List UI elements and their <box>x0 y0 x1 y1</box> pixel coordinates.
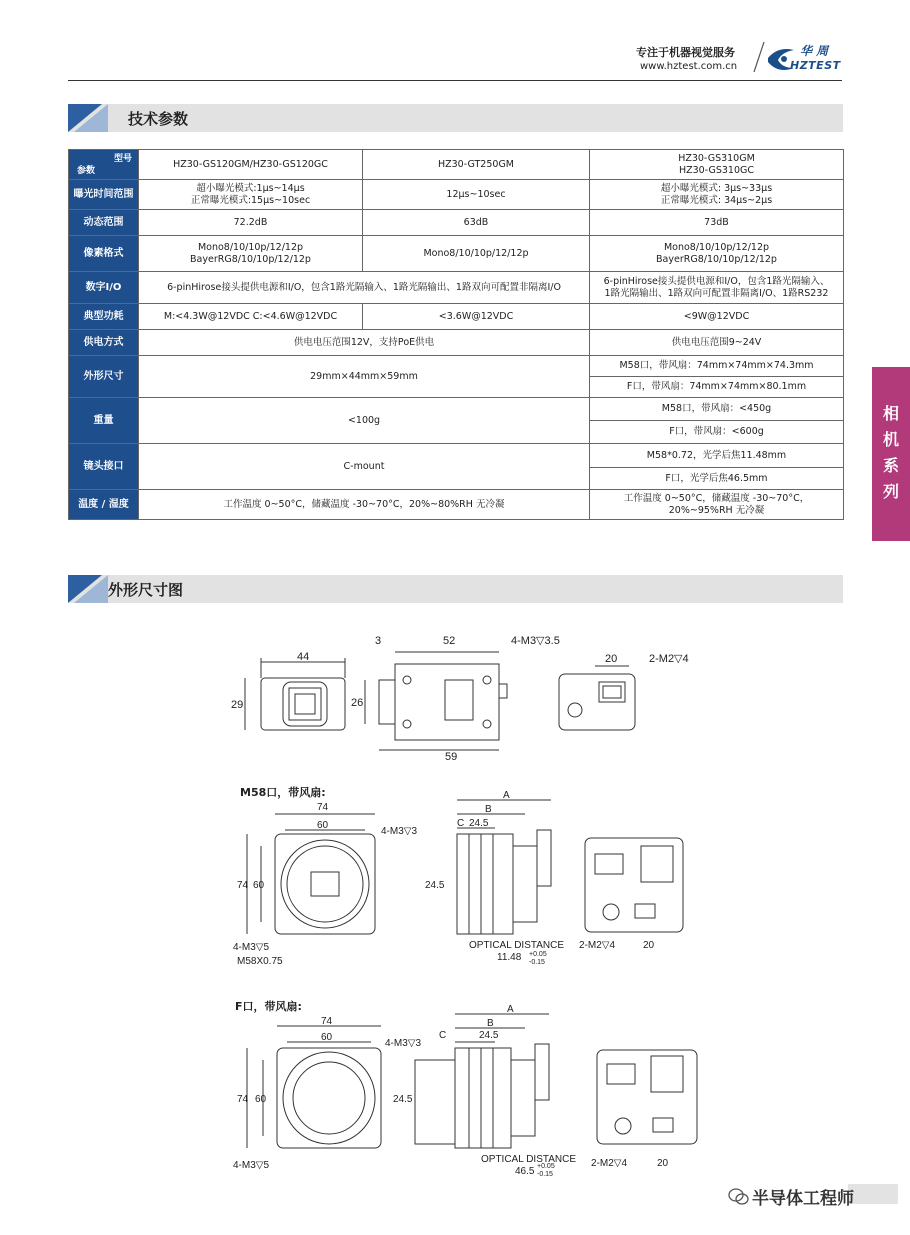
dim-44: 44 <box>297 651 310 663</box>
table-cell: 供电电压范围9~24V <box>590 330 844 356</box>
dim-B: B <box>485 804 492 815</box>
screw-label: 2-M2▽4 <box>591 1158 628 1169</box>
side-tab-char: 系 <box>882 456 899 475</box>
table-cell: 超小曝光模式:1μs~14μs 正常曝光模式:15μs~10sec <box>139 180 363 210</box>
watermark-text: 半导体工程师 <box>752 1189 854 1209</box>
dim-24-5-v: 24.5 <box>425 880 445 891</box>
row-label-supply: 供电方式 <box>69 330 139 356</box>
drawing-f-camera <box>225 1004 705 1180</box>
table-cell: <9W@12VDC <box>590 304 844 330</box>
table-cell: 6-pinHirose接头提供电源和I/O，包含1路光隔输入、 1路光隔输出、1路双向可配置非隔离I/O、1路RS232 <box>590 272 844 304</box>
optical-distance-value: 46.5 <box>515 1166 535 1177</box>
screw-label: 4-M3▽5 <box>233 942 270 953</box>
table-cell: 供电电压范围12V，支持PoE供电 <box>139 330 590 356</box>
table-cell: 72.2dB <box>139 210 363 236</box>
dim-74: 74 <box>321 1016 333 1027</box>
screw-label: 4-M3▽3 <box>385 1038 422 1049</box>
dim-60-v: 60 <box>253 880 265 891</box>
table-cell: 29mm×44mm×59mm <box>139 356 590 398</box>
tolerance-minus: -0.15 <box>537 1171 553 1178</box>
row-label-pixel: 像素格式 <box>69 236 139 272</box>
section-title-specs: 技术参数 <box>128 110 189 128</box>
dim-24-5: 24.5 <box>479 1030 499 1041</box>
drawing-title-m58: M58口，带风扇: <box>240 786 326 799</box>
table-cell: 63dB <box>363 210 590 236</box>
table-cell: 73dB <box>590 210 844 236</box>
dim-60-v: 60 <box>255 1094 267 1105</box>
dim-24-5: 24.5 <box>469 818 489 829</box>
table-cell: Mono8/10/10p/12/12p <box>363 236 590 272</box>
drawing-small-camera <box>225 630 689 765</box>
side-tab-char: 列 <box>882 482 899 501</box>
section-header-specs <box>68 104 843 132</box>
dim-20: 20 <box>657 1158 669 1169</box>
screw-label: 2-M2▽4 <box>649 653 689 665</box>
front-view <box>245 658 345 730</box>
row-label-size: 外形尺寸 <box>69 356 139 398</box>
header-slogan: 专注于机器视觉服务 <box>636 46 735 59</box>
dim-29: 29 <box>231 699 244 711</box>
dim-A: A <box>507 1004 514 1015</box>
dim-20: 20 <box>643 940 655 951</box>
table-cell: <100g <box>139 398 590 444</box>
table-cell: 6-pinHirose接头提供电源和I/O，包含1路光隔输入、1路光隔输出、1路双向可配置非隔离I/O <box>139 272 590 304</box>
dim-74: 74 <box>317 802 329 813</box>
wechat-icon <box>728 1186 750 1208</box>
model-cell: HZ30-GS310GM HZ30-GS310GC <box>590 150 844 180</box>
table-cell: F口，带风扇：74mm×74mm×80.1mm <box>590 377 844 398</box>
thread-label: M58X0.75 <box>237 956 283 967</box>
tolerance-minus: -0.15 <box>529 959 545 966</box>
tolerance-plus: +0.05 <box>529 951 547 958</box>
row-label-temp: 温度 / 湿度 <box>69 490 139 520</box>
dim-B: B <box>487 1018 494 1029</box>
spec-table <box>68 149 844 520</box>
corner-param-label: 参数 <box>77 165 96 176</box>
side-tab-char: 机 <box>882 430 899 449</box>
row-label-lens: 镜头接口 <box>69 444 139 490</box>
dim-60: 60 <box>321 1032 333 1043</box>
side-tab-char: 相 <box>882 404 899 423</box>
front-view <box>247 814 375 934</box>
table-cell: 超小曝光模式: 3μs~33μs 正常曝光模式: 34μs~2μs <box>590 180 844 210</box>
front-view <box>247 1026 381 1148</box>
drawing-m58-camera <box>225 790 695 970</box>
row-label-io: 数字I/O <box>69 272 139 304</box>
wechat-watermark <box>728 1180 898 1210</box>
table-cell: 工作温度 0~50°C，储藏温度 -30~70°C， 20%~95%RH 无冷凝 <box>590 490 844 520</box>
section-triangle-icon <box>68 104 108 132</box>
screw-label: 4-M3▽3.5 <box>511 635 560 647</box>
section-triangle-icon <box>68 575 108 603</box>
side-view <box>365 652 507 750</box>
table-corner-cell <box>69 150 139 180</box>
table-cell: 工作温度 0~50°C，储藏温度 -30~70°C，20%~80%RH 无冷凝 <box>139 490 590 520</box>
table-cell: Mono8/10/10p/12/12p BayerRG8/10/10p/12/12p <box>139 236 363 272</box>
back-view <box>597 1050 697 1144</box>
drawing-title-f: F口，带风扇: <box>235 1000 302 1013</box>
side-tab-camera-series[interactable] <box>872 367 910 541</box>
row-label-weight: 重量 <box>69 398 139 444</box>
dim-52: 52 <box>443 635 456 647</box>
corner-model-label: 型号 <box>113 153 132 164</box>
row-label-power: 典型功耗 <box>69 304 139 330</box>
dim-26: 26 <box>351 697 364 709</box>
header-website[interactable]: www.hztest.com.cn <box>640 61 738 72</box>
table-cell: M58口，带风扇：74mm×74mm×74.3mm <box>590 356 844 377</box>
model-cell: HZ30-GT250GM <box>363 150 590 180</box>
dim-C: C <box>439 1030 447 1041</box>
screw-label: 2-M2▽4 <box>579 940 616 951</box>
dim-24-5-v: 24.5 <box>393 1094 413 1105</box>
screw-label: 4-M3▽5 <box>233 1160 270 1171</box>
dim-60: 60 <box>317 820 329 831</box>
table-cell: Mono8/10/10p/12/12p BayerRG8/10/10p/12/12p <box>590 236 844 272</box>
table-cell: M:<4.3W@12VDC C:<4.6W@12VDC <box>139 304 363 330</box>
dim-74-v: 74 <box>237 880 249 891</box>
table-cell: <3.6W@12VDC <box>363 304 590 330</box>
back-view <box>559 666 635 730</box>
dim-59: 59 <box>445 751 458 763</box>
table-cell: M58口，带风扇：<450g <box>590 398 844 421</box>
row-label-exposure: 曝光时间范围 <box>69 180 139 210</box>
dim-20: 20 <box>605 653 618 665</box>
screw-label: 4-M3▽3 <box>381 826 418 837</box>
header-rule <box>68 80 842 81</box>
optical-distance-label: OPTICAL DISTANCE <box>481 1154 577 1165</box>
table-cell: M58*0.72，光学后焦11.48mm <box>590 444 844 468</box>
table-cell: F口，光学后焦46.5mm <box>590 468 844 490</box>
dim-74-v: 74 <box>237 1094 249 1105</box>
back-view <box>585 838 683 932</box>
watermark-overlay <box>848 1184 898 1204</box>
dim-3: 3 <box>375 635 382 647</box>
dim-C: C <box>457 818 465 829</box>
table-cell: F口，带风扇：<600g <box>590 421 844 444</box>
optical-distance-label: OPTICAL DISTANCE <box>469 940 565 951</box>
model-cell: HZ30-GS120GM/HZ30-GS120GC <box>139 150 363 180</box>
page-header <box>0 0 910 84</box>
row-label-dynamic: 动态范围 <box>69 210 139 236</box>
optical-distance-value: 11.48 <box>497 952 522 963</box>
section-header-dims <box>68 575 843 603</box>
logo-chinese-text: 华 周 <box>800 44 829 58</box>
table-cell: 12μs~10sec <box>363 180 590 210</box>
dim-A: A <box>503 790 510 801</box>
section-title-dims: 外形尺寸图 <box>108 581 184 599</box>
tolerance-plus: +0.05 <box>537 1163 555 1170</box>
table-cell: C-mount <box>139 444 590 490</box>
logo-english-text: HZTEST <box>790 59 841 72</box>
